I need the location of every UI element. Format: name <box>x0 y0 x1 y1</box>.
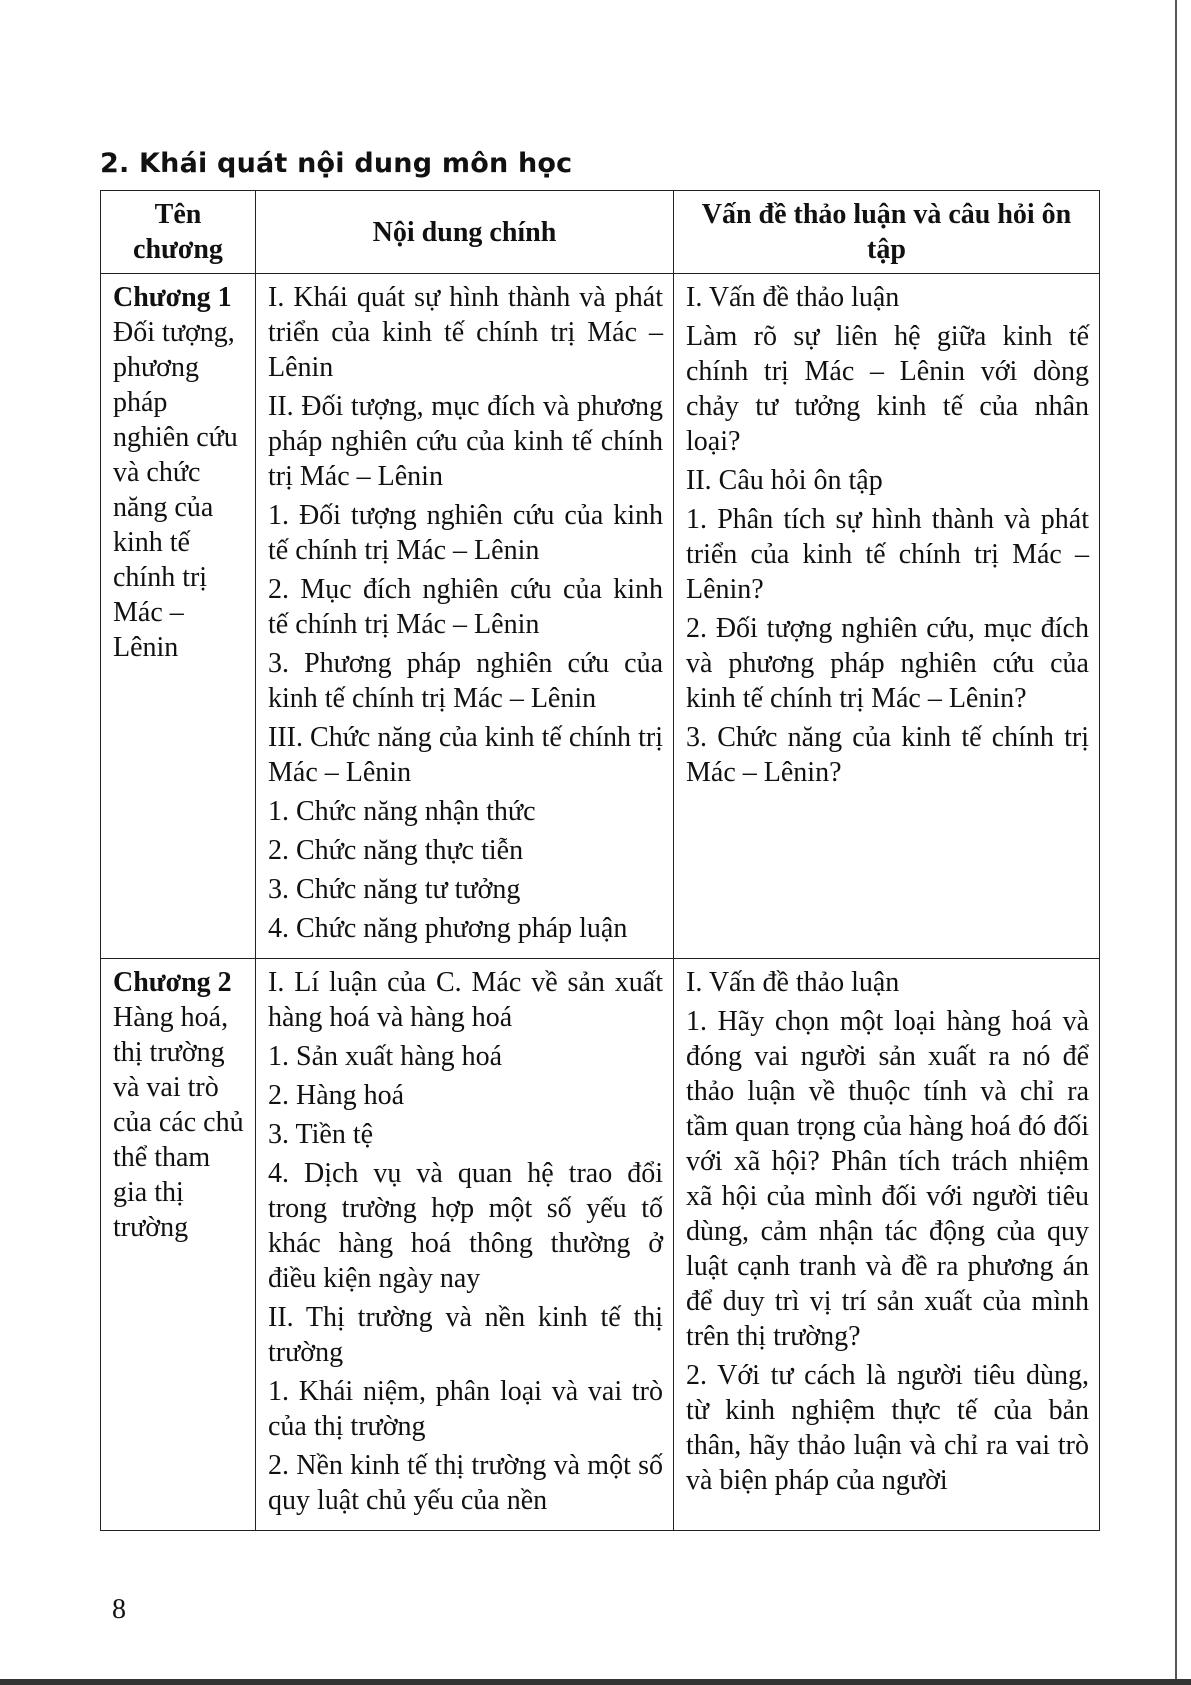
content-line: II. Thị trường và nền kinh tế thị trường <box>268 1302 663 1368</box>
outline-table-container <box>100 190 1100 1531</box>
scan-edge-line <box>1175 0 1177 1685</box>
content-line: 1. Sản xuất hàng hoá <box>268 1041 503 1072</box>
content-line: 1. Chức năng nhận thức <box>268 796 536 827</box>
content-line: II. Đối tượng, mục đích và phương pháp nghiên cứu của kinh tế chính trị Mác – Lênin <box>268 391 663 492</box>
discussion-line: I. Vấn đề thảo luận <box>686 282 900 313</box>
content-cell <box>256 959 674 1531</box>
discussion-line: II. Câu hỏi ôn tập <box>686 465 883 496</box>
content-line: 2. Chức năng thực tiễn <box>268 835 524 866</box>
discussion-cell <box>674 274 1100 959</box>
page-number: 8 <box>112 1594 126 1625</box>
chapter-name: Đối tượng, phương pháp nghiên cứu và chức năng của kinh tế chính trị Mác – Lênin <box>113 317 238 663</box>
discussion-line: 1. Hãy chọn một loại hàng hoá và đóng vai người sản xuất ra nó để thảo luận về thuộc tính và chỉ ra tầm quan trọng của hàng hoá đó đối với xã hội? Phân tích trách nhiệm xã hội của mình đối với người tiêu dùng, cảm nhận tác động của quy luật cạnh tranh và đề ra phương án để duy trì vị trí sản xuất của mình trên thị trường? <box>686 1006 1089 1352</box>
discussion-line: I. Vấn đề thảo luận <box>686 967 900 998</box>
content-line: 1. Khái niệm, phân loại và vai trò của thị trường <box>268 1376 663 1442</box>
section-heading: 2. Khái quát nội dung môn học <box>100 148 573 179</box>
content-line: 3. Phương pháp nghiên cứu của kinh tế chính trị Mác – Lênin <box>268 648 663 714</box>
content-line: I. Lí luận của C. Mác về sản xuất hàng hoá và hàng hoá <box>268 967 663 1033</box>
chapter-number: Chương 2 <box>113 967 232 998</box>
content-line: I. Khái quát sự hình thành và phát triển của kinh tế chính trị Mác – Lênin <box>268 282 663 383</box>
table-row <box>101 959 1100 1531</box>
chapter-name: Hàng hoá, thị trường và vai trò của các chủ thể tham gia thị trường <box>113 1002 244 1243</box>
content-line: 2. Nền kinh tế thị trường và một số quy luật chủ yếu của nền <box>268 1450 663 1516</box>
content-line: 3. Tiền tệ <box>268 1119 374 1150</box>
discussion-cell <box>674 959 1100 1531</box>
course-outline-table <box>100 190 1100 1531</box>
content-cell <box>256 274 674 959</box>
header-chapter-name: Tên chương <box>101 191 256 274</box>
scan-bottom-line <box>0 1679 1191 1685</box>
discussion-line: 3. Chức năng của kinh tế chính trị Mác – Lênin? <box>686 722 1089 788</box>
header-main-content: Nội dung chính <box>256 191 674 274</box>
table-row <box>101 274 1100 959</box>
discussion-line: 2. Với tư cách là người tiêu dùng, từ kinh nghiệm thực tế của bản thân, hãy thảo luận và chỉ ra vai trò và biện pháp của người <box>686 1360 1089 1496</box>
header-discussion: Vấn đề thảo luận và câu hỏi ôn tập <box>674 191 1100 274</box>
chapter-cell <box>101 274 256 959</box>
table-header-row <box>101 191 1100 274</box>
discussion-line: 1. Phân tích sự hình thành và phát triển của kinh tế chính trị Mác – Lênin? <box>686 504 1089 605</box>
content-line: 2. Mục đích nghiên cứu của kinh tế chính trị Mác – Lênin <box>268 574 663 640</box>
content-line: III. Chức năng của kinh tế chính trị Mác – Lênin <box>268 722 663 788</box>
chapter-cell <box>101 959 256 1531</box>
discussion-line: Làm rõ sự liên hệ giữa kinh tế chính trị Mác – Lênin với dòng chảy tư tưởng kinh tế của nhân loại? <box>686 321 1089 457</box>
content-line: 4. Chức năng phương pháp luận <box>268 913 628 944</box>
chapter-number: Chương 1 <box>113 282 232 313</box>
content-line: 3. Chức năng tư tưởng <box>268 874 521 905</box>
content-line: 2. Hàng hoá <box>268 1080 405 1111</box>
content-line: 4. Dịch vụ và quan hệ trao đổi trong trường hợp một số yếu tố khác hàng hoá thông thường ở điều kiện ngày nay <box>268 1158 663 1294</box>
discussion-line: 2. Đối tượng nghiên cứu, mục đích và phương pháp nghiên cứu của kinh tế chính trị Mác – Lênin? <box>686 613 1089 714</box>
content-line: 1. Đối tượng nghiên cứu của kinh tế chính trị Mác – Lênin <box>268 500 663 566</box>
